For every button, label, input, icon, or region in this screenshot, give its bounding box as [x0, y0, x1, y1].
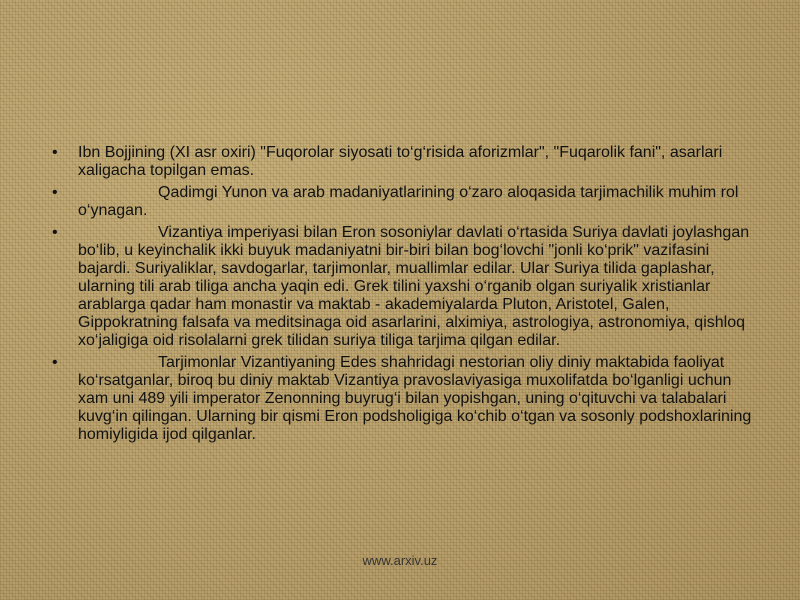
bullet-item-4 [52, 354, 752, 444]
bullet-item-3 [52, 224, 752, 350]
bullet-icon: • [52, 144, 58, 161]
footer-url: www.arxiv.uz [362, 553, 438, 568]
bullet-text-4: Tarjimonlar Vizantiyaning Edes shahridagi nestorian oliy diniy maktabida faoliyat ko‘rsatganlar, biroq bu diniy maktab Vizantiya pravoslaviyasiga muxolifatda bo‘lganligi uchun xam uni 489 yili imperator Zenonning buyrug‘i bilan yopishgan, uning o‘qituvchi va talabalari kuvg‘in qilingan. Ularning bir qismi Eron podsholigiga ko‘chib o‘tgan va sosonly podshoxlarining homiyligida ijod qilganlar. [78, 354, 752, 443]
bullet-icon: • [52, 224, 58, 241]
bullet-item-1 [52, 144, 752, 180]
bullet-icon: • [52, 184, 58, 201]
bullet-text-1: Ibn Bojjining (XI asr oxiri) "Fuqorolar siyosati to‘g‘risida aforizmlar", "Fuqarolik fani", asarlari xaligacha topilgan emas. [78, 144, 723, 179]
bullet-icon: • [52, 354, 58, 371]
bullet-list [52, 144, 752, 448]
bullet-item-2 [52, 184, 752, 220]
bullet-text-2: Qadimgi Yunon va arab madaniyatlarining o‘zaro aloqasida tarjimachilik muhim rol o‘ynagan. [78, 184, 739, 219]
bullet-text-3: Vizantiya imperiyasi bilan Eron sosoniylar davlati o‘rtasida Suriya davlati joylashgan bo‘lib, u keyinchalik ikki buyuk madaniyatni bir-biri bilan bog‘lovchi "jonli ko‘prik" vazifasini bajardi. Suriyaliklar, savdogarlar, tarjimonlar, muallimlar edilar. Ular Suriya tilida gaplashar, ularning tili arab tiliga ancha yaqin edi. Grek tilini yaxshi o‘rganib olgan suriyalik xristianlar arablarga qadar ham monastir va maktab - akademiyalarda Pluton, Aristotel, Galen, Gippokratning falsafa va meditsinaga oid asarlarini, alximiya, astrologiya, astronomiya, qishloq xo‘jaligiga oid risolalarni grek tilidan suriya tiliga tarjima qilgan edilar. [78, 224, 750, 349]
